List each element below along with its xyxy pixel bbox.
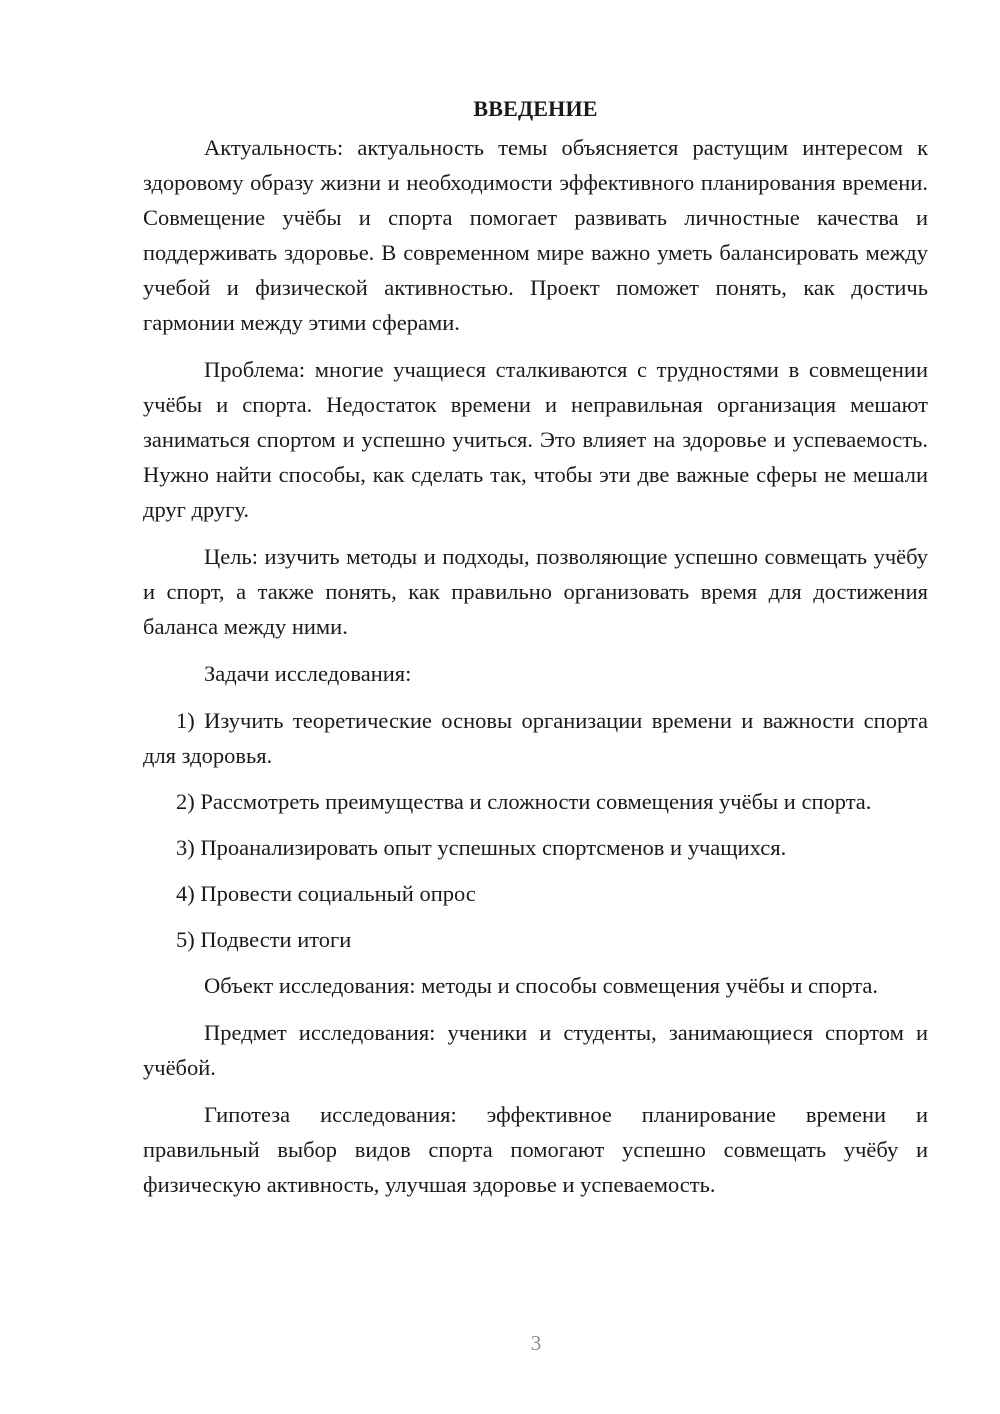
task-item-3: 3) Проанализировать опыт успешных спортсменов и учащихся. xyxy=(176,835,787,860)
task-item-4: 4) Провести социальный опрос xyxy=(176,881,476,906)
task-item-2: 2) Рассмотреть преимущества и сложности совмещения учёбы и спорта. xyxy=(176,789,872,814)
task-item-5: 5) Подвести итоги xyxy=(176,927,352,952)
hypothesis-paragraph: Гипотеза исследования: эффективное планирование времени и правильный выбор видов спорта помогают успешно совмещать учёбу и физическую активность, улучшая здоровье и успеваемость. xyxy=(143,1102,928,1197)
relevance-paragraph: Актуальность: актуальность темы объясняется растущим интересом к здоровому образу жизни и необходимости эффективного планирования времени. Совмещение учёбы и спорта помогает развивать личностные качества и поддерживать здоровье. В современном мире важно уметь балансировать между учебой и физической активностью. Проект поможет понять, как достичь гармонии между этими сферами. xyxy=(143,135,928,335)
page-title: ВВЕДЕНИЕ xyxy=(473,96,598,121)
goal-paragraph: Цель: изучить методы и подходы, позволяющие успешно совмещать учёбу и спорт, а также понять, как правильно организовать время для достижения баланса между ними. xyxy=(143,544,928,639)
page-number: 3 xyxy=(530,1331,542,1355)
object-paragraph: Объект исследования: методы и способы совмещения учёбы и спорта. xyxy=(204,973,879,998)
task-item-1: 1) Изучить теоретические основы организации времени и важности спорта для здоровья. xyxy=(143,708,928,768)
problem-paragraph: Проблема: многие учащиеся сталкиваются с трудностями в совмещении учёбы и спорта. Недостаток времени и неправильная организация мешают заниматься спортом и успешно учиться. Это влияет на здоровье и успеваемость. Нужно найти способы, как сделать так, чтобы эти две важные сферы не мешали друг другу. xyxy=(143,357,928,522)
subject-paragraph: Предмет исследования: ученики и студенты, занимающиеся спортом и учёбой. xyxy=(143,1020,928,1080)
tasks-heading: Задачи исследования: xyxy=(204,661,412,686)
page-content xyxy=(143,92,928,1214)
